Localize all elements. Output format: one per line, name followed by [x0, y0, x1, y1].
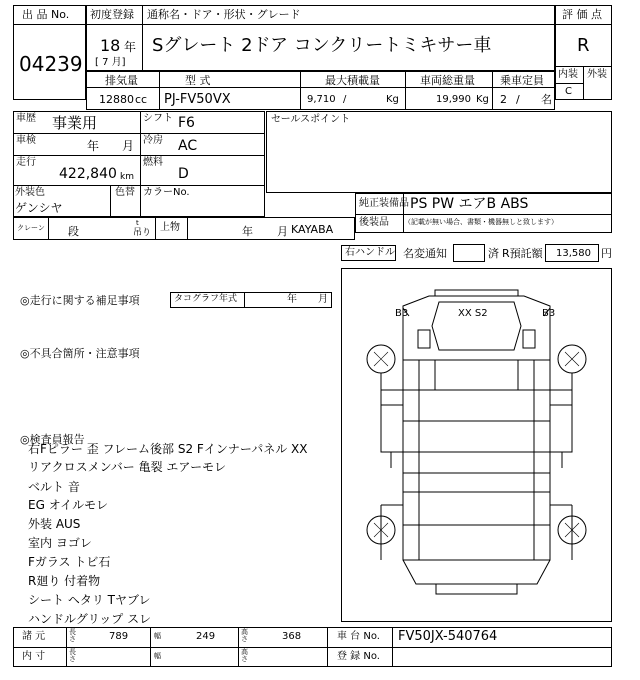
tax-paid-label: 済	[488, 247, 499, 260]
displacement-value: 12880	[99, 93, 134, 106]
damage-mark-left: B3	[395, 308, 409, 319]
height-value: 368	[282, 631, 302, 642]
type-value: PJ-FV50VX	[164, 92, 231, 107]
truck-diagram	[341, 268, 612, 622]
width-label: 幅	[154, 632, 161, 640]
max-load-sep: /	[343, 94, 347, 105]
grade-label: 評 価 点	[562, 8, 602, 21]
upper-equip-maker: KAYABA	[291, 223, 334, 236]
crane-label: クレーン	[17, 224, 45, 232]
inspection-month: 月	[122, 139, 135, 153]
fuel-label: 燃料	[143, 157, 163, 168]
report-line: ベルト 音	[28, 480, 80, 494]
capacity-value: 2	[500, 93, 507, 106]
capacity-sep: /	[516, 93, 520, 106]
steering-value: 右ハンドル	[345, 247, 395, 258]
report-line: リアクロスメンバー 亀裂 エアーモレ	[28, 460, 227, 474]
defects-heading: ◎不具合箇所・注意事項	[20, 347, 140, 360]
upper-equip-month: 月	[277, 225, 288, 238]
inner-height-label: 高さ	[241, 648, 248, 663]
aftermarket-label: 後装品	[359, 217, 389, 228]
crane-stage: 段	[68, 225, 79, 238]
gross-weight-value: 19,990	[436, 94, 471, 105]
mileage-label: 走行	[16, 157, 36, 168]
report-line: 外装 AUS	[28, 517, 81, 531]
capacity-unit: 名	[541, 93, 552, 106]
inspector-report-heading: ◎検査員報告	[20, 433, 85, 446]
damage-mark-right: B3	[542, 308, 556, 319]
damage-mark-center: XX S2	[458, 308, 488, 319]
model-name: Sグレート 2ドア コンクリートミキサー車	[152, 35, 492, 56]
inspection-year: 年	[87, 139, 100, 153]
report-line: 室内 ヨゴレ	[28, 536, 92, 550]
report-line: ハンドルグリップ スレ	[28, 612, 152, 626]
fuel-value: D	[178, 166, 189, 182]
driving-notes-heading: ◎走行に関する補足事項	[20, 294, 140, 307]
name-label: 通称名・ドア・形状・グレード	[147, 8, 301, 21]
history-value: 事業用	[52, 114, 98, 132]
report-line: R廻り 付着物	[28, 574, 101, 588]
name-change-label: 名変通知	[403, 247, 447, 260]
tachograph-year: 年	[287, 294, 297, 305]
inner-width-label: 幅	[154, 652, 161, 660]
upper-equip-label: 上物	[160, 222, 180, 233]
standard-equipment-label: 純正装備品	[359, 198, 409, 209]
lot-number: 04239	[19, 52, 83, 76]
upper-equip-year: 年	[242, 225, 253, 238]
width-value: 249	[196, 631, 216, 642]
registration-label: 登 録 No.	[337, 651, 380, 662]
aftermarket-note: （記載が無い場合、書類・機器無しと致します）	[404, 218, 558, 226]
inner-length-label: 長さ	[69, 648, 76, 663]
first-reg-label: 初度登録	[90, 8, 134, 21]
first-reg-month: [ 7 月]	[95, 57, 126, 68]
interior-grade: C	[565, 86, 572, 97]
shift-value: F6	[178, 115, 195, 131]
exterior-color-value: ゲンシヤ	[15, 201, 63, 215]
max-load-value: 9,710	[307, 94, 336, 105]
report-line: Fガラス トビ石	[28, 555, 111, 569]
length-value: 789	[109, 631, 129, 642]
aircon-label: 冷房	[143, 135, 163, 146]
recycle-label: R預託額	[502, 247, 543, 260]
chassis-label: 車 台 No.	[337, 631, 380, 642]
exterior-color-label: 外装色	[15, 187, 45, 198]
color-code-label: カラーNo.	[143, 187, 190, 198]
name-change-box	[453, 244, 485, 262]
length-label: 長さ	[69, 628, 76, 643]
gross-weight-label: 車両総重量	[420, 74, 475, 87]
gross-weight-unit: Kg	[476, 94, 489, 105]
type-label: 型 式	[185, 74, 211, 87]
year-unit: 年	[124, 40, 137, 54]
max-load-label: 最大積載量	[325, 74, 380, 87]
mileage-value: 422,840	[59, 166, 117, 182]
crane-ton-unit: t	[136, 219, 139, 227]
height-label: 高さ	[241, 628, 248, 643]
crane-lift: 吊り	[133, 228, 152, 238]
standard-equipment-value: PS PW エアB ABS	[410, 196, 529, 212]
lot-label: 出 品 No.	[22, 8, 70, 21]
max-load-unit: Kg	[386, 94, 399, 105]
mileage-unit: km	[120, 172, 134, 182]
grade-value: R	[577, 35, 590, 56]
tachograph-month: 月	[318, 294, 328, 305]
chassis-value: FV50JX-540764	[398, 629, 498, 644]
report-line: 右Fピラー 歪 フレーム後部 S2 Fインナーパネル XX	[28, 442, 308, 456]
recycle-amount: 13,580	[556, 248, 591, 259]
report-line: EG オイルモレ	[28, 498, 109, 512]
color-change-label: 色替	[115, 187, 135, 198]
report-line: シート ヘタリ Tヤブレ	[28, 593, 151, 607]
displacement-unit: cc	[135, 93, 148, 106]
interior-label: 内装	[558, 69, 578, 80]
inspection-label: 車検	[16, 135, 36, 146]
tachograph-label: タコグラフ年式	[174, 294, 238, 304]
inner-dims-label: 内 寸	[22, 651, 46, 662]
first-reg-year: 18	[100, 36, 121, 55]
displacement-label: 排気量	[105, 74, 138, 87]
capacity-label: 乗車定員	[500, 74, 544, 87]
dims-label: 諸 元	[22, 631, 46, 642]
sales-point-label: セールスポイント	[271, 114, 351, 125]
recycle-unit: 円	[601, 247, 612, 260]
history-label: 車歴	[16, 113, 36, 124]
exterior-label: 外装	[587, 69, 607, 80]
shift-label: シフト	[143, 113, 173, 124]
aircon-value: AC	[178, 138, 198, 154]
